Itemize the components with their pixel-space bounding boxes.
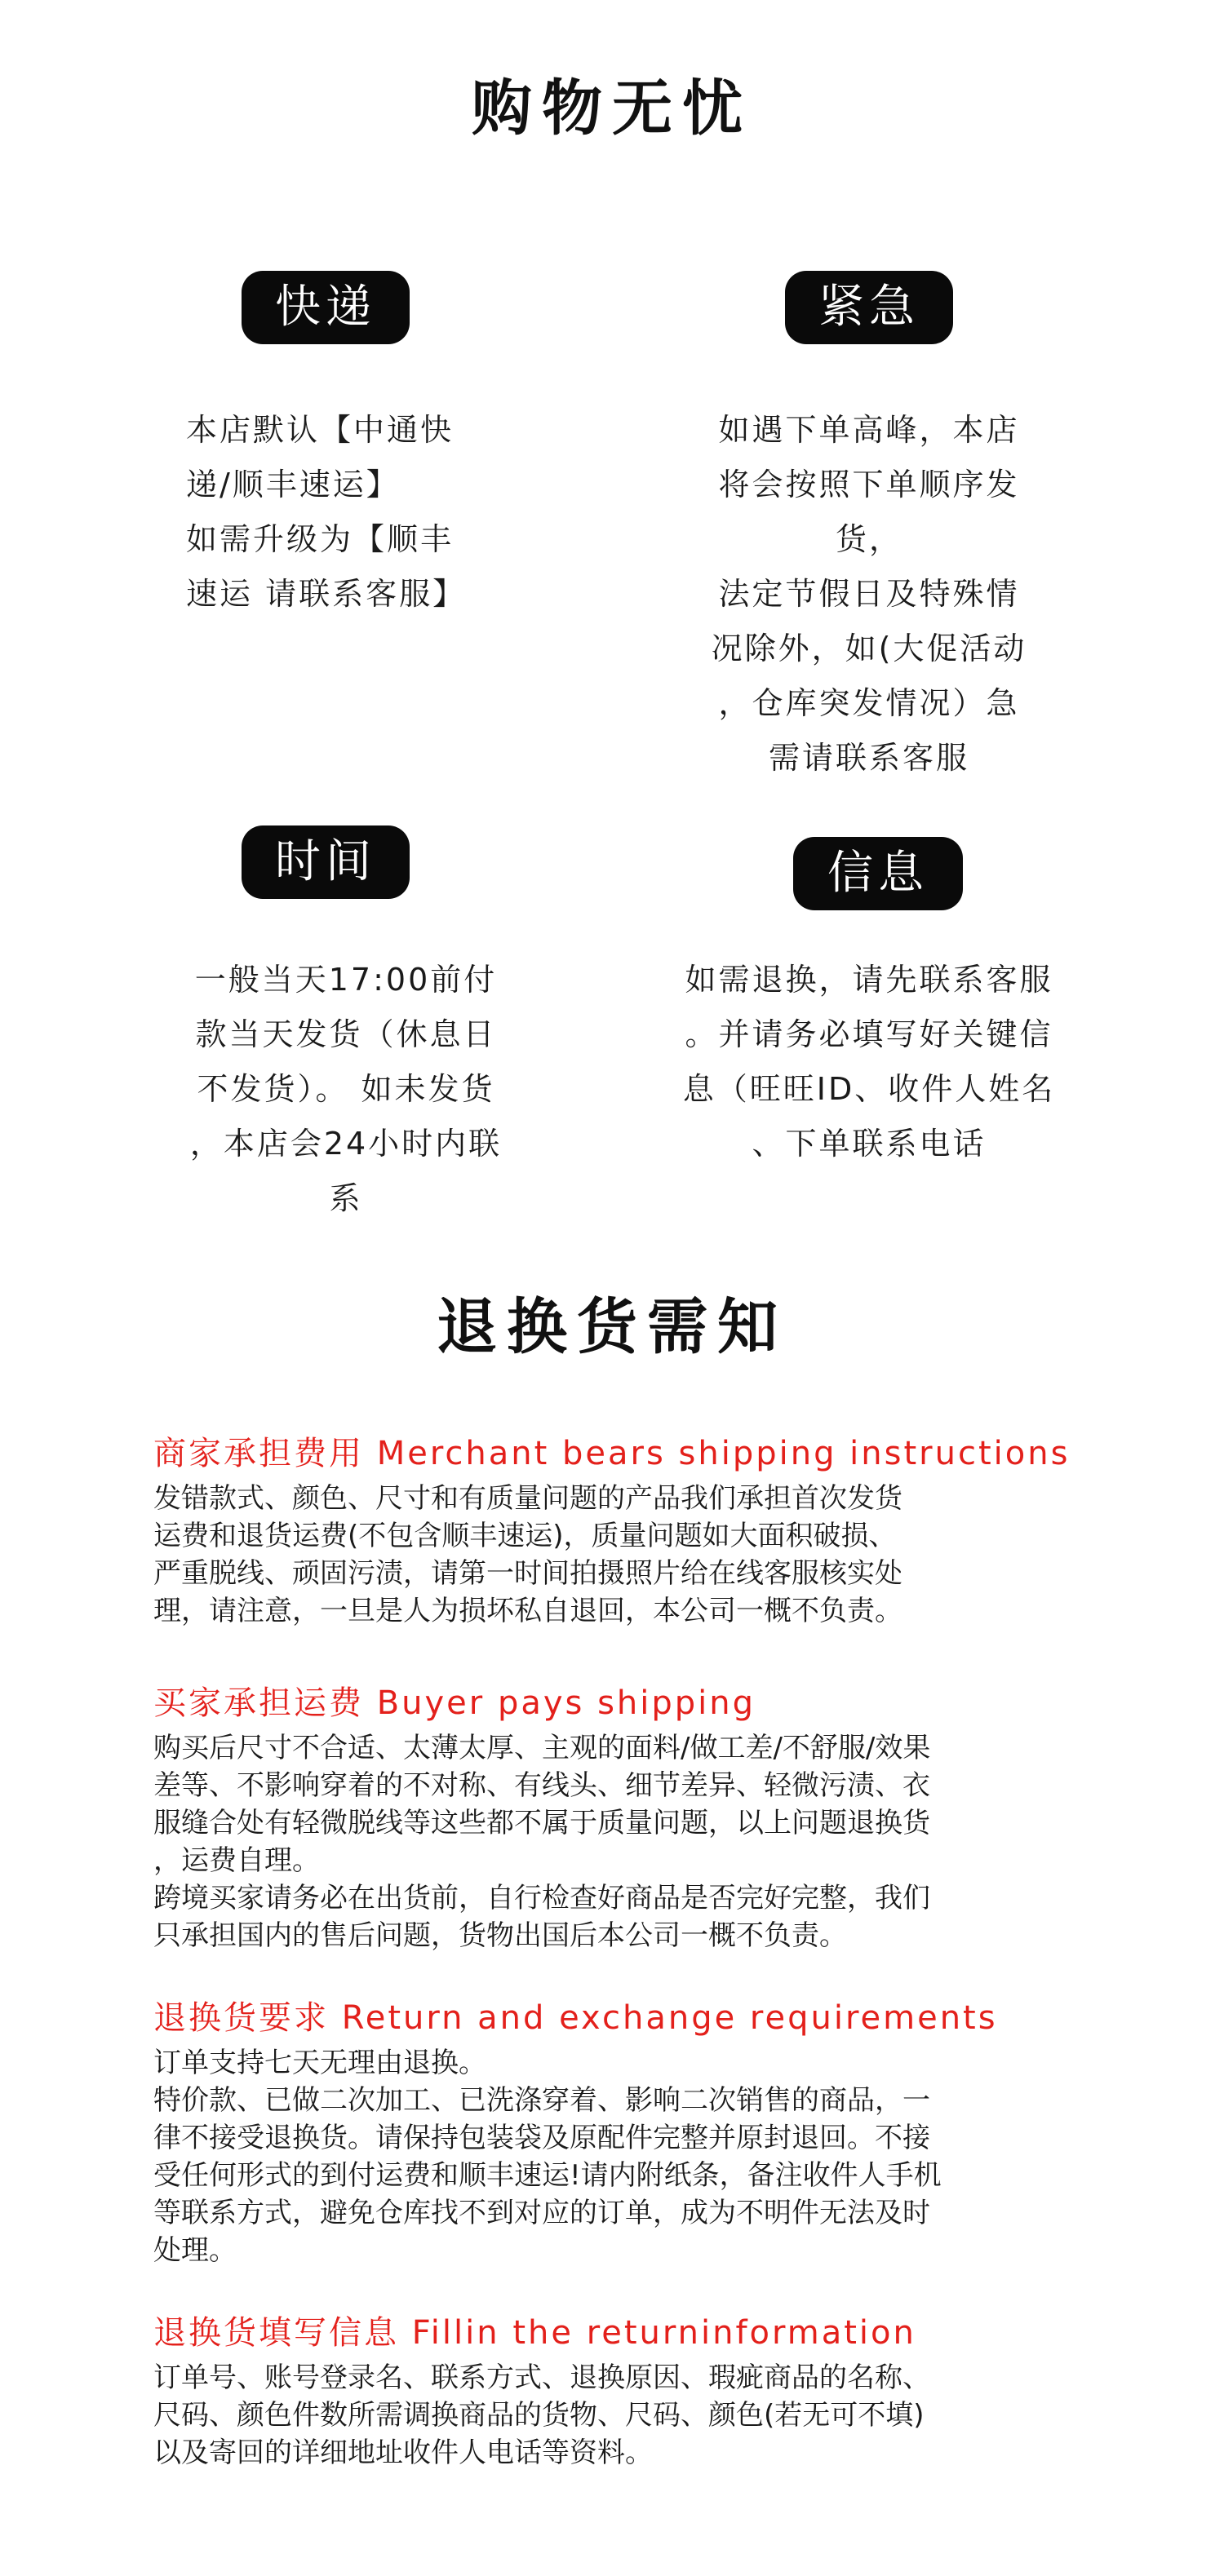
notice-heading: 商家承担费用 Merchant bears shipping instructions	[153, 1435, 1071, 1472]
notice-body	[153, 1480, 1092, 1630]
notice-body	[153, 1729, 1092, 1954]
notice-line: 运费和退货运费(不包含顺丰速运)，质量问题如大面积破损、	[153, 1520, 897, 1552]
express-text-line: 递/顺丰速运】	[186, 467, 400, 502]
info-text-line: 。并请务必填写好关键信	[685, 1016, 1053, 1052]
time-text-line: ，本店会24小时内联	[189, 1126, 503, 1162]
urgent-text-line: 况除外，如(大促活动	[711, 631, 1027, 666]
time-text-line: 系	[329, 1180, 363, 1216]
notice-line: 律不接受退换货。请保持包装袋及原配件完整并原封退回。不接	[153, 2122, 930, 2154]
urgent-text-line: ，仓库突发情况）急	[718, 685, 1020, 721]
notice-body	[153, 2044, 1092, 2269]
urgent-text-line: 将会按照下单顺序发	[718, 467, 1020, 502]
label-time: 时间	[242, 825, 410, 899]
time-text-line: 一般当天17:00前付	[194, 962, 498, 998]
notice-line: 特价款、已做二次加工、已洗涤穿着、影响二次销售的商品，一	[153, 2084, 930, 2117]
notice-line: 订单支持七天无理由退换。	[153, 2047, 486, 2079]
notice-line: 严重脱线、顽固污渍，请第一时间拍摄照片给在线客服核实处	[153, 1557, 902, 1590]
notice-line: 发错款式、颜色、尺寸和有质量问题的产品我们承担首次发货	[153, 1482, 902, 1515]
notice-heading: 买家承担运费 Buyer pays shipping	[153, 1684, 756, 1722]
notice-line: 服缝合处有轻微脱线等这些都不属于质量问题，以上问题退换货	[153, 1807, 930, 1839]
notice-line: 处理。	[153, 2234, 237, 2267]
label-express: 快递	[242, 271, 410, 344]
notice-buyer-pays	[153, 1680, 1092, 1954]
info-text-line: 、下单联系电话	[752, 1126, 987, 1162]
page-title-returns: 退换货需知	[437, 1292, 787, 1362]
urgent-text	[669, 403, 1069, 786]
notice-line: 订单号、账号登录名、联系方式、退换原因、瑕疵商品的名称、	[153, 2361, 930, 2394]
express-text-line: 速运 请联系客服】	[186, 576, 467, 612]
urgent-text-line: 如遇下单高峰，本店	[718, 412, 1020, 448]
notice-line: 尺码、颜色件数所需调换商品的货物、尺码、颜色(若无可不填)	[153, 2399, 925, 2432]
express-text-line: 如需升级为【顺丰	[186, 521, 455, 557]
time-text-line: 不发货）。 如未发货	[197, 1071, 495, 1107]
notice-line: 理，请注意，一旦是人为损坏私自退回，本公司一概不负责。	[153, 1595, 902, 1627]
notice-body	[153, 2359, 1092, 2472]
notice-line: 受任何形式的到付运费和顺丰速运!请内附纸条，备注收件人手机	[153, 2159, 942, 2192]
time-text	[152, 953, 540, 1226]
urgent-text-line: 货，	[835, 521, 902, 557]
notice-line: 跨境买家请务必在出货前，自行检查好商品是否完好完整，我们	[153, 1882, 930, 1914]
notice-line: ，运费自理。	[153, 1844, 320, 1877]
label-info: 信息	[793, 837, 963, 910]
page-title-shopping: 购物无忧	[472, 73, 752, 144]
label-urgent: 紧急	[785, 271, 953, 344]
express-text	[186, 403, 529, 622]
notice-line: 等联系方式，避免仓库找不到对应的订单，成为不明件无法及时	[153, 2197, 930, 2229]
info-text	[649, 953, 1089, 1171]
info-text-line: 息（旺旺ID、收件人姓名	[682, 1071, 1056, 1107]
notice-line: 只承担国内的售后问题，货物出国后本公司一概不负责。	[153, 1919, 847, 1952]
info-text-line: 如需退换，请先联系客服	[685, 962, 1053, 998]
notice-line: 以及寄回的详细地址收件人电话等资料。	[153, 2437, 653, 2469]
notice-line: 购买后尺寸不合适、太薄太厚、主观的面料/做工差/不舒服/效果	[153, 1732, 931, 1764]
urgent-text-line: 法定节假日及特殊情	[718, 576, 1020, 612]
express-text-line: 本店默认【中通快	[186, 412, 455, 448]
urgent-text-line: 需请联系客服	[768, 740, 969, 776]
notice-return-requirements	[153, 1995, 1092, 2269]
notice-heading: 退换货要求 Return and exchange requirements	[153, 1999, 998, 2037]
notice-return-info	[153, 2310, 1092, 2472]
time-text-line: 款当天发货（休息日	[195, 1016, 497, 1052]
notice-merchant-pays	[153, 1431, 1092, 1630]
notice-heading: 退换货填写信息 Fillin the returninformation	[153, 2314, 916, 2352]
notice-line: 差等、不影响穿着的不对称、有线头、细节差异、轻微污渍、衣	[153, 1769, 930, 1802]
